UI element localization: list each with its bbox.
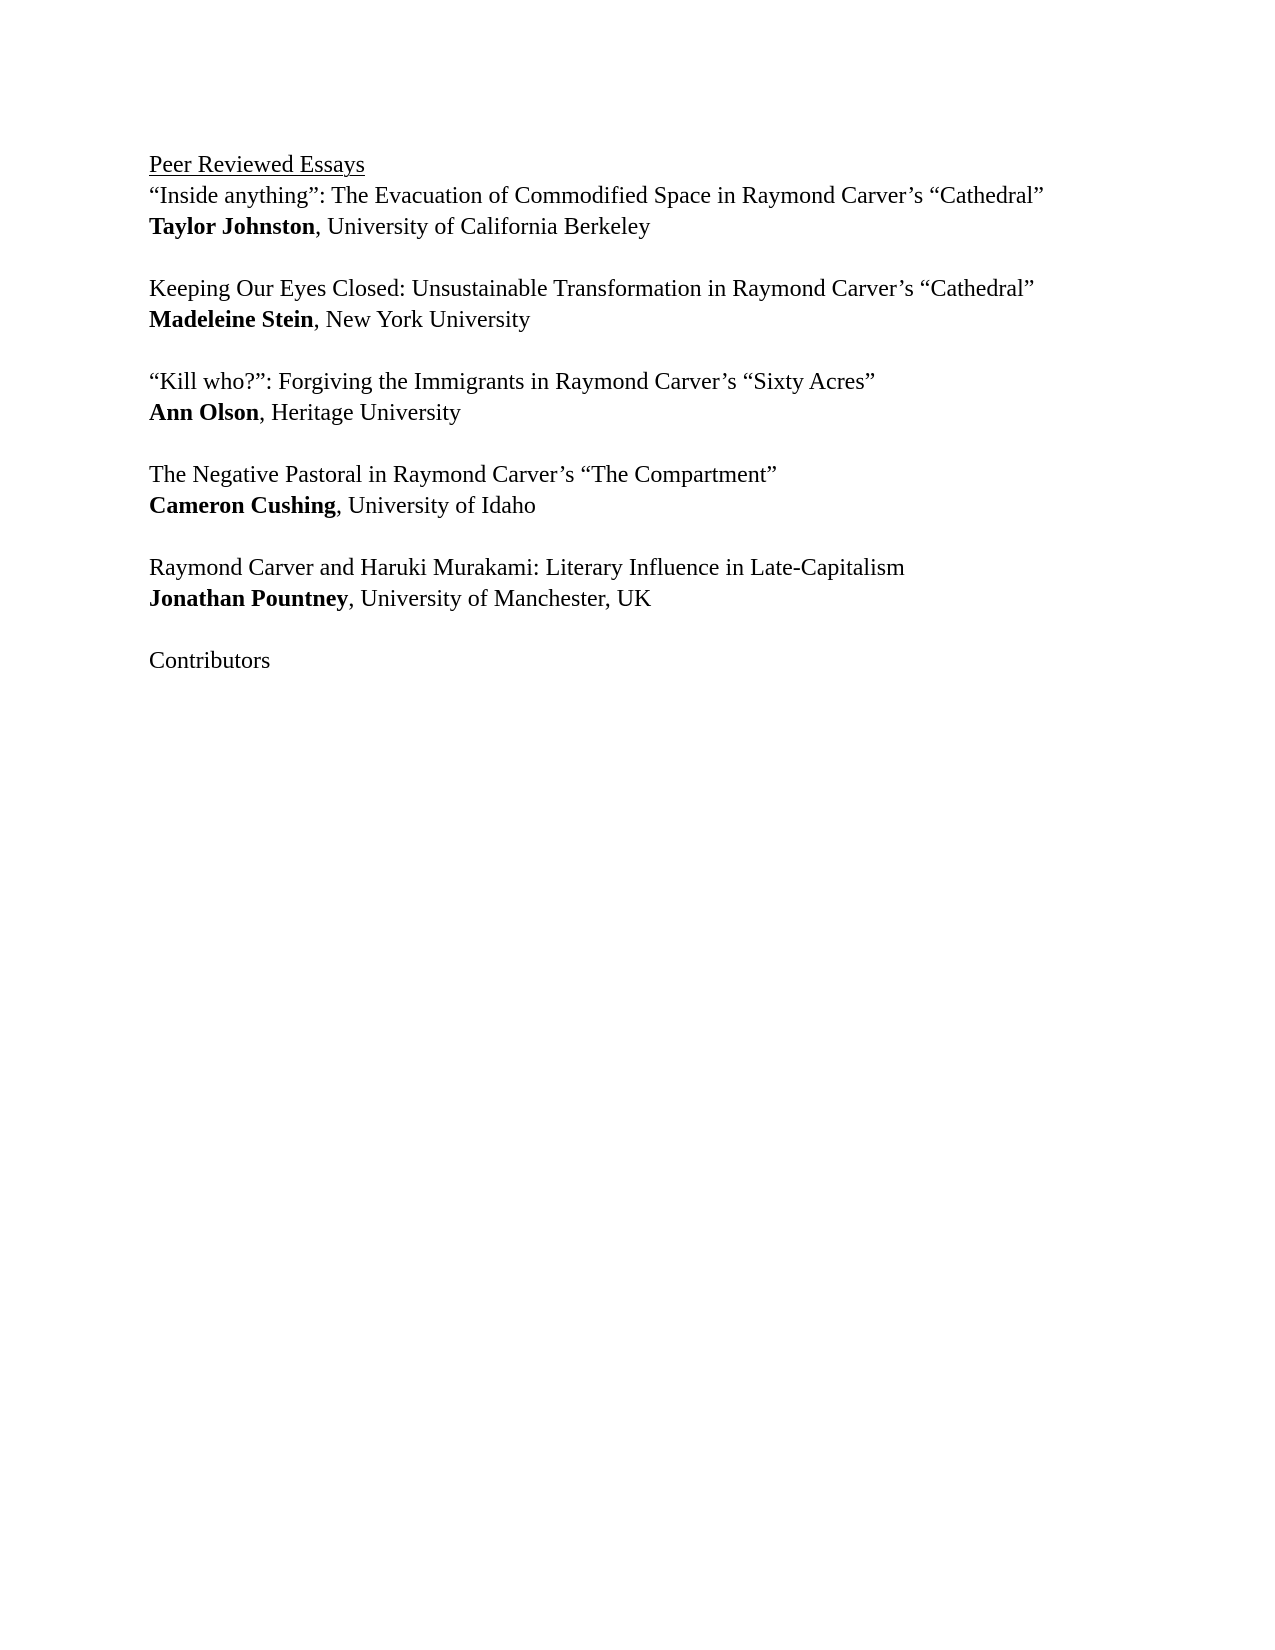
author-name: Taylor Johnston	[149, 214, 316, 240]
essay-title: “Inside anything”: The Evacuation of Commodified Space in Raymond Carver’s “Cathedral”	[149, 183, 1044, 209]
section-heading: Peer Reviewed Essays	[149, 152, 365, 178]
essay-byline	[149, 305, 1149, 336]
essay-title: Keeping Our Eyes Closed: Unsustainable Transformation in Raymond Carver’s “Cathedral”	[149, 276, 1035, 302]
author-name: Ann Olson	[149, 400, 260, 426]
essay-entry	[149, 553, 1149, 615]
essay-byline	[149, 584, 1149, 615]
author-affiliation: , New York University	[313, 307, 531, 333]
essay-entry	[149, 274, 1149, 336]
author-affiliation: , University of California Berkeley	[315, 214, 651, 240]
essay-byline	[149, 491, 1149, 522]
essay-byline	[149, 212, 1149, 243]
essay-byline	[149, 398, 1149, 429]
author-name: Madeleine Stein	[149, 307, 314, 333]
essay-title: “Kill who?”: Forgiving the Immigrants in Raymond Carver’s “Sixty Acres”	[149, 369, 876, 395]
author-affiliation: , Heritage University	[259, 400, 461, 426]
author-name: Jonathan Pountney	[149, 586, 349, 612]
essay-entry	[149, 367, 1149, 429]
author-affiliation: , University of Idaho	[335, 493, 536, 519]
author-affiliation: , University of Manchester, UK	[348, 586, 652, 612]
essay-entry	[149, 460, 1149, 522]
essay-title: The Negative Pastoral in Raymond Carver’s “The Compartment”	[149, 462, 778, 488]
essay-entry	[149, 181, 1149, 243]
essay-title: Raymond Carver and Haruki Murakami: Literary Influence in Late-Capitalism	[149, 555, 905, 581]
author-name: Cameron Cushing	[149, 493, 336, 519]
contributors-entry: Contributors	[149, 648, 271, 674]
table-of-contents	[149, 150, 1149, 677]
